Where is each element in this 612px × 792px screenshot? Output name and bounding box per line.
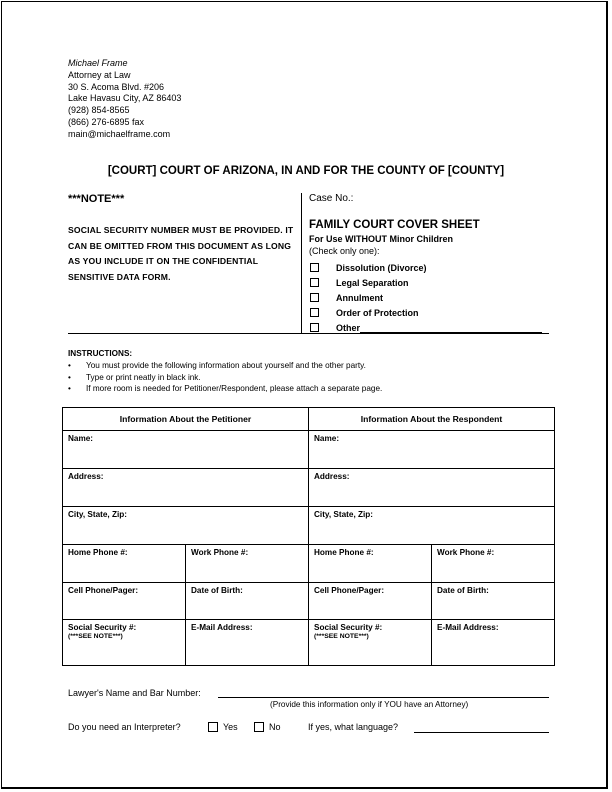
attorney-name: Michael Frame [68, 58, 128, 68]
field-label: Social Security #: [68, 623, 137, 632]
option-label: Dissolution (Divorce) [336, 263, 427, 273]
field-label: Date of Birth: [437, 586, 489, 595]
petitioner-cell-field[interactable] [63, 583, 186, 620]
attorney-phone: (928) 854-8565 [68, 105, 130, 116]
petitioner-dob-field[interactable] [186, 583, 309, 620]
court-heading: [COURT] COURT OF ARIZONA, IN AND FOR THE COUNTY OF [COUNTY] [107, 165, 505, 177]
field-label: Address: [314, 472, 350, 481]
field-label: Work Phone #: [437, 548, 495, 557]
petitioner-ssn-field[interactable] [63, 620, 186, 666]
field-label: Address: [68, 472, 104, 481]
petitioner-city-field[interactable] [63, 507, 309, 545]
attorney-address-1: 30 S. Acoma Blvd. #206 [68, 81, 165, 92]
respondent-email-field[interactable] [432, 620, 555, 666]
option-label: Other [336, 323, 361, 333]
lawyer-input-line[interactable] [218, 697, 549, 698]
field-label: Social Security #: [314, 623, 383, 632]
field-label: Home Phone #: [314, 548, 374, 557]
field-label: Name: [314, 434, 340, 443]
petitioner-header: Information About the Petitioner [63, 408, 309, 431]
checkbox[interactable] [310, 308, 319, 317]
interpreter-yes-label: Yes [223, 722, 238, 732]
field-label: Cell Phone/Pager: [68, 586, 139, 595]
option-label: Order of Protection [336, 308, 419, 318]
interpreter-question: Do you need an Interpreter? [68, 722, 181, 732]
respondent-city-field[interactable] [309, 507, 555, 545]
petitioner-name-field[interactable] [63, 431, 309, 469]
field-label: Work Phone #: [191, 548, 249, 557]
petitioner-address-field[interactable] [63, 469, 309, 507]
respondent-work-phone-field[interactable] [432, 545, 555, 583]
cover-sheet-subtitle: For Use WITHOUT Minor Children [309, 234, 453, 244]
instruction-item: • Type or print neatly in black ink. [68, 372, 382, 384]
petitioner-email-field[interactable] [186, 620, 309, 666]
attorney-fax: (866) 276-6895 fax [68, 116, 145, 127]
attorney-title: Attorney at Law [68, 69, 131, 80]
option-label: Legal Separation [336, 278, 409, 288]
instructions-list [68, 360, 382, 395]
other-text-line[interactable] [360, 323, 542, 333]
caption-rule-right [301, 333, 549, 334]
interpreter-row [68, 722, 558, 736]
attorney-email: main@michaelframe.com [68, 128, 171, 139]
respondent-dob-field[interactable] [432, 583, 555, 620]
respondent-ssn-field[interactable] [309, 620, 432, 666]
ssn-note: (***SEE NOTE***) [68, 633, 123, 640]
respondent-home-phone-field[interactable] [309, 545, 432, 583]
instruction-item: • If more room is needed for Petitioner/Respondent, please attach a separate page. [68, 383, 382, 395]
interpreter-no-label: No [269, 722, 281, 732]
instructions-title: INSTRUCTIONS: [68, 349, 133, 358]
cover-sheet-title: FAMILY COURT COVER SHEET [309, 219, 480, 231]
respondent-address-field[interactable] [309, 469, 555, 507]
respondent-name-field[interactable] [309, 431, 555, 469]
party-info-table [62, 407, 555, 666]
option-label: Annulment [336, 293, 383, 303]
petitioner-work-phone-field[interactable] [186, 545, 309, 583]
attorney-block [68, 58, 181, 141]
field-label: E-Mail Address: [437, 623, 499, 632]
field-label: City, State, Zip: [68, 510, 127, 519]
checkbox[interactable] [310, 293, 319, 302]
field-label: Home Phone #: [68, 548, 128, 557]
caption-divider [301, 193, 302, 333]
ssn-note: (***SEE NOTE***) [314, 633, 369, 640]
checkbox[interactable] [310, 263, 319, 272]
field-label: Date of Birth: [191, 586, 243, 595]
case-number-label: Case No.: [309, 193, 354, 204]
attorney-provide-note: (Provide this information only if YOU have an Attorney) [270, 700, 469, 709]
respondent-header: Information About the Respondent [309, 408, 555, 431]
note-body: SOCIAL SECURITY NUMBER MUST BE PROVIDED. IT CAN BE OMITTED FROM THIS DOCUMENT AS LONG AS YOU INCLUDE IT ON THE CONFIDENTIAL SENSITIVE DATA FORM. [68, 225, 294, 282]
attorney-address-2: Lake Havasu City, AZ 86403 [68, 93, 182, 104]
field-label: Name: [68, 434, 94, 443]
language-question: If yes, what language? [308, 722, 399, 732]
language-input-line[interactable] [414, 732, 549, 733]
respondent-cell-field[interactable] [309, 583, 432, 620]
note-title: ***NOTE*** [68, 193, 125, 205]
field-label: Cell Phone/Pager: [314, 586, 385, 595]
petitioner-home-phone-field[interactable] [63, 545, 186, 583]
check-only-one-note: (Check only one): [309, 246, 380, 256]
instruction-item: • You must provide the following information about yourself and the other party. [68, 360, 382, 372]
lawyer-label: Lawyer's Name and Bar Number: [68, 688, 201, 698]
caption-rule-left [68, 333, 301, 334]
interpreter-yes-checkbox[interactable] [208, 722, 218, 732]
checkbox[interactable] [310, 323, 319, 332]
checkbox[interactable] [310, 278, 319, 287]
field-label: City, State, Zip: [314, 510, 373, 519]
interpreter-no-checkbox[interactable] [254, 722, 264, 732]
field-label: E-Mail Address: [191, 623, 253, 632]
option-other-wrap [336, 323, 542, 333]
